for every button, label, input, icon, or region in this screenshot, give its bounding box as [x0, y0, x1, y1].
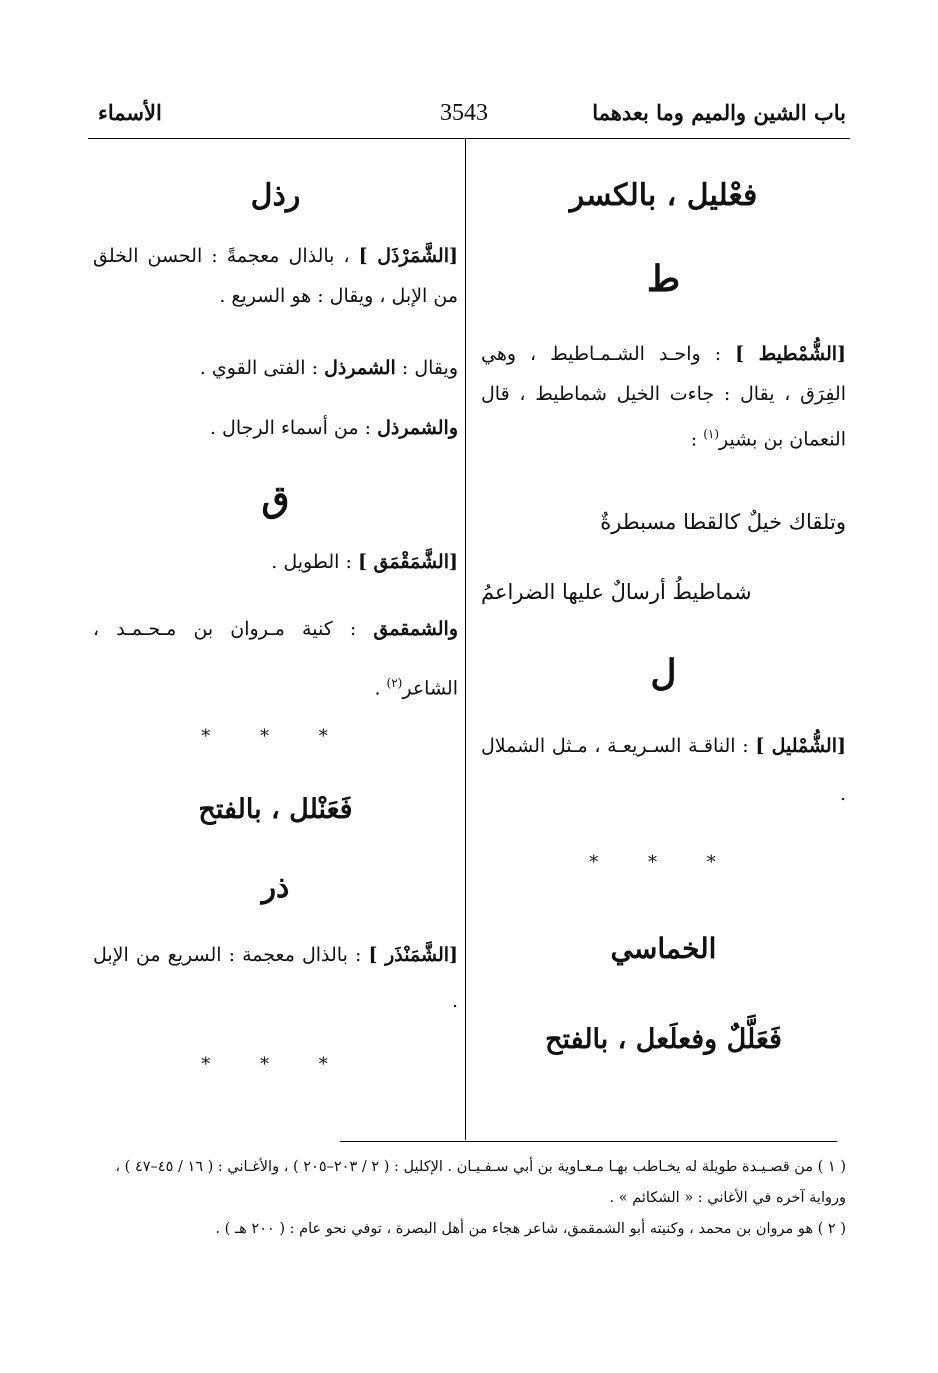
letter-heading-l: ل: [650, 652, 677, 694]
footnote-1: ( ١ ) من قصـيـدة طويلة له يخـاطب بهـا مـعـاوية بن أبي سـفـيـان . الإكليل : ( ٢ / ٢٠٣–٢٠٥ ) ، والأغـاني : ( ١٦ / ٤٥–٤٧ ) ، ورواية آخره في الأغاني : « الشكائم » .: [115, 1159, 846, 1206]
separator-stars: * * *: [589, 852, 738, 873]
column-divider: [465, 138, 466, 1140]
letter-heading-q: ق: [261, 478, 290, 520]
running-head-section: باب الشين والميم وما بعدهما: [592, 100, 846, 125]
section-heading: الخماسي: [610, 932, 717, 965]
entry-shamaqmaq-2: والشمقمق : كنية مـروان بن مـحـمـد ، الشاعر$^{(٢)}$ .: [93, 618, 458, 700]
entry-shamardhal-2: [93, 348, 458, 388]
separator-stars-2: * * *: [201, 1054, 350, 1075]
section-heading-block: [481, 932, 846, 965]
letter-heading-l-block: [481, 652, 846, 694]
definition: : الطويل .: [271, 551, 352, 573]
definition: : الفتى القوي .: [199, 357, 319, 379]
letter-heading-t: ط: [646, 258, 681, 300]
footnotes: [86, 1152, 846, 1245]
headword: [الشُّمْليل ]: [755, 735, 846, 757]
root-heading-2: ذر: [261, 870, 290, 905]
separator-stars-1: * * *: [201, 726, 350, 747]
definition: : بالذال معجمة : السريع من الإبل .: [93, 944, 458, 1012]
letter-heading-q-block: [93, 478, 458, 520]
root-heading-2-block: [93, 870, 458, 905]
entry-shumtit: [481, 334, 846, 459]
definition-end: :: [690, 428, 698, 451]
pattern-heading-2-block: [481, 1024, 846, 1055]
verse-line-2: شماطيطُ أرسالٌ عليها الضراعمُ: [481, 580, 752, 604]
definition: : من أسماء الرجال .: [209, 417, 372, 439]
entry-shamaqmaq: [93, 542, 458, 582]
definition: : الناقـة السـريعـة ، مـثل الشملال .: [481, 735, 846, 805]
footnote-rule: [340, 1141, 837, 1142]
footnote-ref: (٢): [386, 676, 403, 690]
right-column: [481, 178, 846, 213]
headword: [الشَّمَنْذَر ]: [368, 944, 458, 966]
entry-shamandhar: [93, 932, 458, 1024]
definition: : كنية مـروان بن مـحـمـد ، الشاعر: [93, 618, 458, 700]
footnote-2: ( ٢ ) هو مروان بن محمد ، وكنيته أبو الشمقمق، شاعر هجاء من أهل البصرة ، توفي نحو عام : ( ٢٠٠ هـ ) .: [215, 1221, 846, 1237]
root-heading: رذل: [250, 178, 301, 213]
definition: : واحـد الشـمـاطيط ، وهي الفِرَق ، يقال : جاءت الخيل شماطيط ، قال النعمان بن بشير: [481, 343, 846, 451]
headword: الشمرذل: [324, 357, 396, 379]
pattern-heading-block: [93, 794, 458, 825]
footnote-ref: (١): [703, 427, 720, 441]
pattern-heading-2: فَعَلَّلٌ وفعلَعل ، بالفتح: [545, 1024, 782, 1055]
pattern-heading: فعْليل ، بالكسر: [569, 178, 758, 213]
letter-heading-t-block: [481, 258, 846, 300]
headword: [الشُّمْطيط ]: [735, 343, 846, 365]
definition: ، بالذال معجمةً : الحسن الخلق من الإبل ، ويقال : هو السريع .: [93, 245, 458, 307]
root-heading-block: [93, 178, 458, 213]
prefix: ويقال :: [401, 357, 458, 379]
verse-line-1: وتلقاك خيلٌ كالقطا مسبطرةٌ: [600, 510, 846, 534]
page-number: 3543: [440, 100, 488, 126]
headword: والشمقمق: [373, 618, 458, 640]
pattern-heading: فَعَنْلل ، بالفتح: [198, 794, 353, 825]
entry-shamardhal-3: [93, 408, 458, 448]
entry-shumlil: [481, 722, 846, 818]
headword: والشمرذل: [377, 417, 458, 439]
running-head-chapter: الأسماء: [98, 100, 162, 125]
headword: [الشَّمَقْمَق ]: [357, 551, 458, 573]
entry-shamardhal: [93, 236, 458, 316]
headword: [الشَّمَرْذَل ]: [358, 245, 458, 267]
header-rule: [88, 138, 850, 139]
verse-block: [481, 502, 846, 612]
